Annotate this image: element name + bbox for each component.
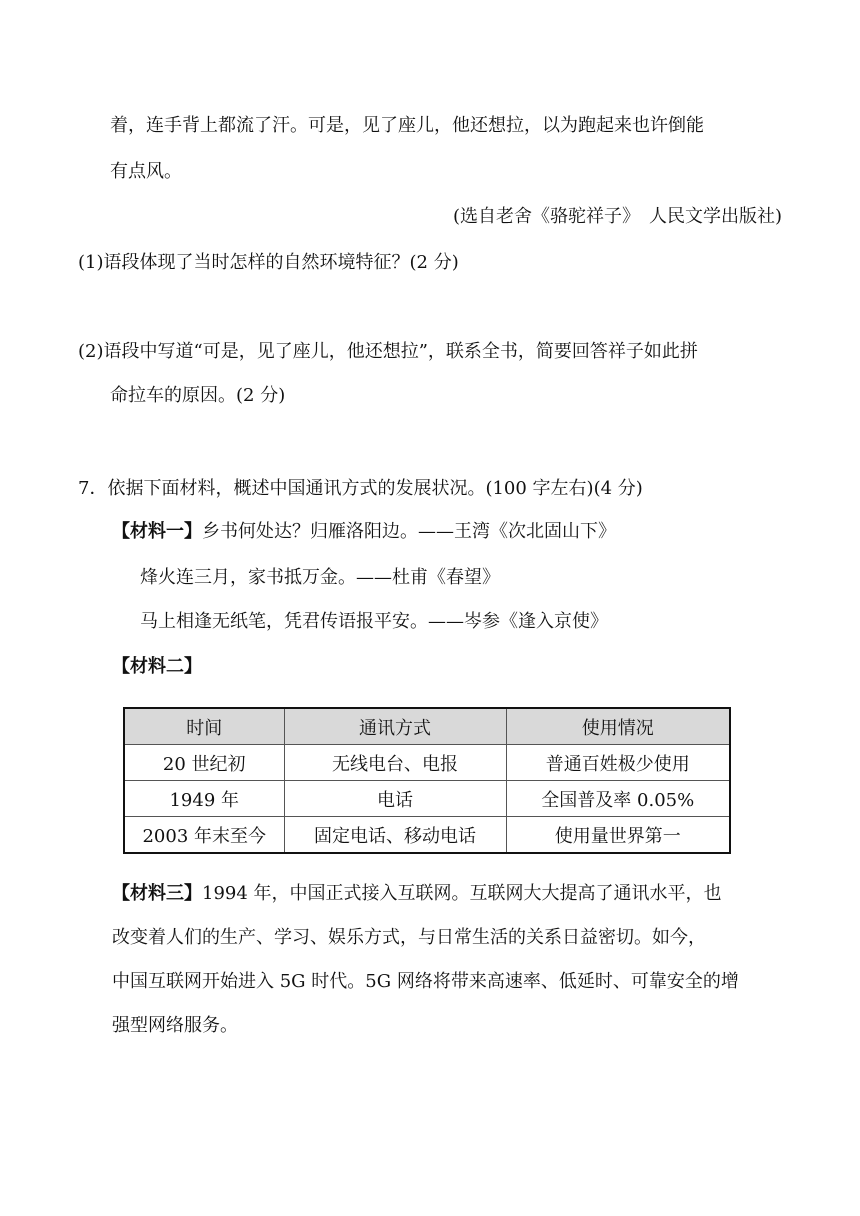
table-row xyxy=(124,745,730,781)
table-cell: 电话 xyxy=(284,781,506,817)
table-cell: 2003 年末至今 xyxy=(124,817,284,854)
table-header-row xyxy=(124,708,730,745)
passage-source: (选自老舍《骆驼祥子》 人民文学出版社) xyxy=(452,206,782,227)
table-header-usage: 使用情况 xyxy=(506,708,730,745)
table-row xyxy=(124,781,730,817)
table-cell: 20 世纪初 xyxy=(124,745,284,781)
table-row xyxy=(124,817,730,854)
table-cell: 无线电台、电报 xyxy=(284,745,506,781)
material-3-text-1: 1994 年，中国正式接入互联网。互联网大大提高了通讯水平，也 xyxy=(202,883,722,904)
question-7-prompt: 7．依据下面材料，概述中国通讯方式的发展状况。(100 字左右)(4 分) xyxy=(78,478,643,499)
question-2-line-2: 命拉车的原因。(2 分) xyxy=(110,385,286,406)
table-cell: 普通百姓极少使用 xyxy=(506,745,730,781)
material-1-label: 【材料一】 xyxy=(112,521,202,542)
material-3-line-4: 强型网络服务。 xyxy=(112,1015,238,1036)
question-1: (1)语段体现了当时怎样的自然环境特征？(2 分) xyxy=(78,252,459,273)
passage-line-2: 有点风。 xyxy=(110,161,182,182)
material-1-line-1 xyxy=(112,520,616,544)
question-2-line-1: (2)语段中写道“可是，见了座儿，他还想拉”，联系全书，简要回答祥子如此拼 xyxy=(78,341,698,362)
material-1-text-1: 乡书何处达？归雁洛阳边。——王湾《次北固山下》 xyxy=(202,521,616,542)
material-1-line-3: 马上相逢无纸笔，凭君传语报平安。——岑参《逢入京使》 xyxy=(140,611,608,632)
material-3-line-2: 改变着人们的生产、学习、娱乐方式，与日常生活的关系日益密切。如今， xyxy=(112,927,706,948)
table-header-time: 时间 xyxy=(124,708,284,745)
material-2-label: 【材料二】 xyxy=(112,656,202,677)
table-cell: 1949 年 xyxy=(124,781,284,817)
passage-line-1: 着，连手背上都流了汗。可是，见了座儿，他还想拉，以为跑起来也许倒能 xyxy=(110,115,704,136)
communication-table xyxy=(123,707,731,854)
table-header-method: 通讯方式 xyxy=(284,708,506,745)
material-1-line-2: 烽火连三月，家书抵万金。——杜甫《春望》 xyxy=(140,567,500,588)
table-cell: 使用量世界第一 xyxy=(506,817,730,854)
material-3-line-3: 中国互联网开始进入 5G 时代。5G 网络将带来高速率、低延时、可靠安全的增 xyxy=(112,971,739,992)
material-3-label: 【材料三】 xyxy=(112,883,202,904)
table-cell: 全国普及率 0.05% xyxy=(506,781,730,817)
table-cell: 固定电话、移动电话 xyxy=(284,817,506,854)
material-3-line-1 xyxy=(112,882,722,906)
